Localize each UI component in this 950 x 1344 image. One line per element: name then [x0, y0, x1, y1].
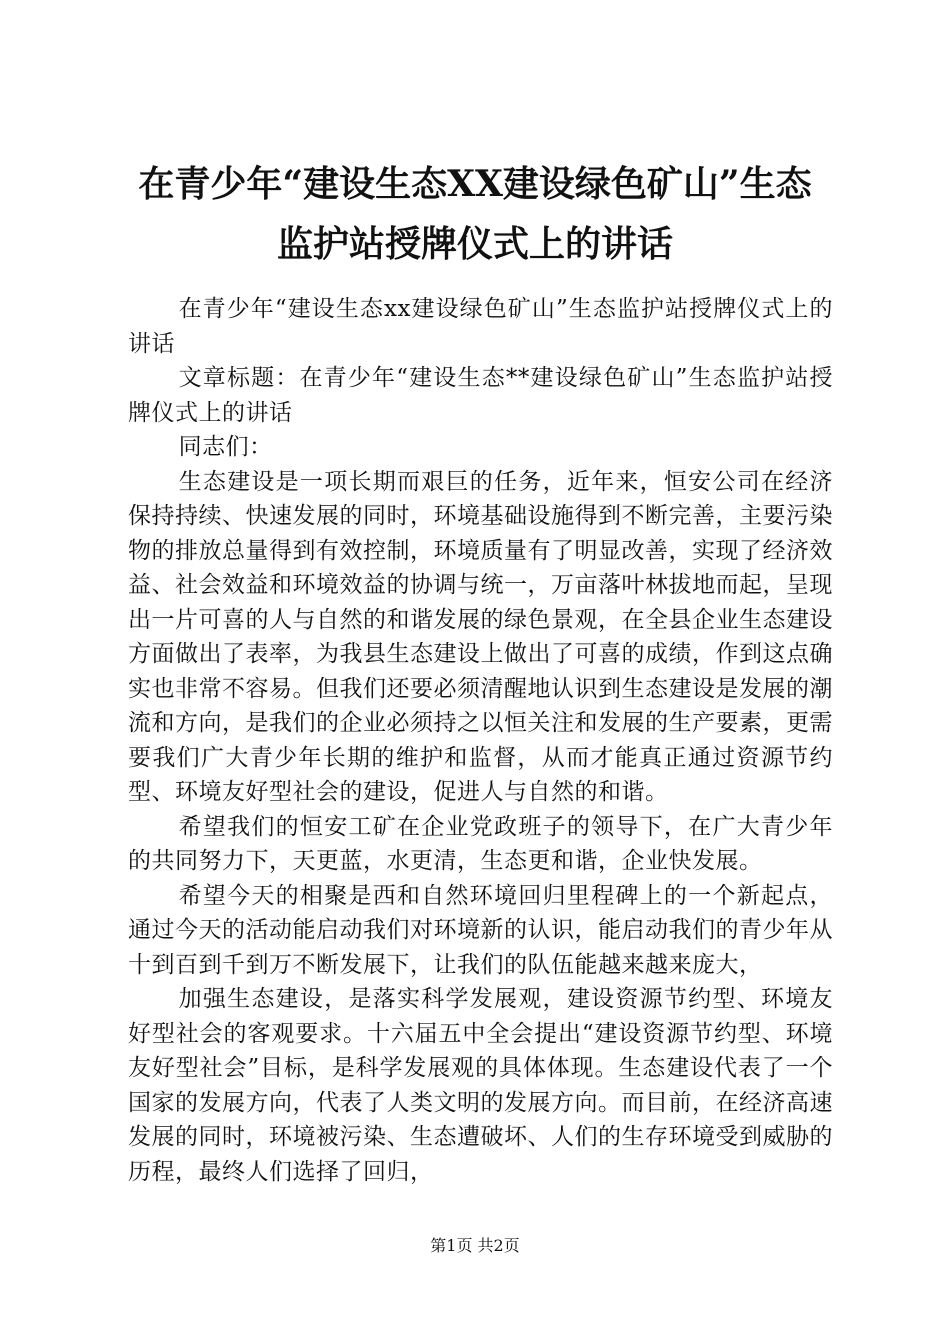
- paragraph-heading-repeat: 在青少年“建设生态xx建设绿色矿山”生态监护站授牌仪式上的讲话: [128, 296, 833, 357]
- document-body: [128, 292, 833, 1189]
- paragraph-body: 希望今天的相聚是西和自然环境回归里程碑上的一个新起点，通过今天的活动能启动我们对环境新的认识，能启动我们的青少年从十到百到千到万不断发展下，让我们的队伍能越来越来庞大，: [128, 882, 833, 978]
- paragraph-body: 希望我们的恒安工矿在企业党政班子的领导下，在广大青少年的共同努力下，天更蓝，水更清，生态更和谐，企业快发展。: [128, 813, 833, 874]
- document-title-line1: 在青少年“建设生态XX建设绿色矿山”生态: [138, 163, 812, 205]
- paragraph-salutation: 同志们：: [178, 434, 273, 460]
- paragraph-body: 加强生态建设，是落实科学发展观，建设资源节约型、环境友好型社会的客观要求。十六届五中全会提出“建设资源节约型、环境友好型社会”目标，是科学发展观的具体体现。生态建设代表了一个国家的发展方向，代表了人类文明的发展方向。而目前，在经济高速发展的同时，环境被污染、生态遭破坏、人们的生存环境受到威胁的历程，最终人们选择了回归，: [128, 986, 833, 1185]
- paragraph-body: 生态建设是一项长期而艰巨的任务，近年来，恒安公司在经济保持持续、快速发展的同时，环境基础设施得到不断完善，主要污染物的排放总量得到有效控制，环境质量有了明显改善，实现了经济效益、社会效益和环境效益的协调与统一，万亩落叶林拔地而起，呈现出一片可喜的人与自然的和谐发展的绿色景观，在全县企业生态建设方面做出了表率，为我县生态建设上做出了可喜的成绩，作到这点确实也非常不容易。但我们还要必须清醒地认识到生态建设是发展的潮流和方向，是我们的企业必须持之以恒关注和发展的生产要素，更需要我们广大青少年长期的维护和监督，从而才能真正通过资源节约型、环境友好型社会的建设，促进人与自然的和谐。: [128, 468, 833, 805]
- paragraph-article-title: 文章标题：在青少年“建设生态**建设绿色矿山”生态监护站授牌仪式上的讲话: [128, 365, 833, 426]
- page-footer: 第1页 共2页: [430, 1236, 520, 1255]
- document-title-line2: 监护站授牌仪式上的讲话: [276, 223, 673, 265]
